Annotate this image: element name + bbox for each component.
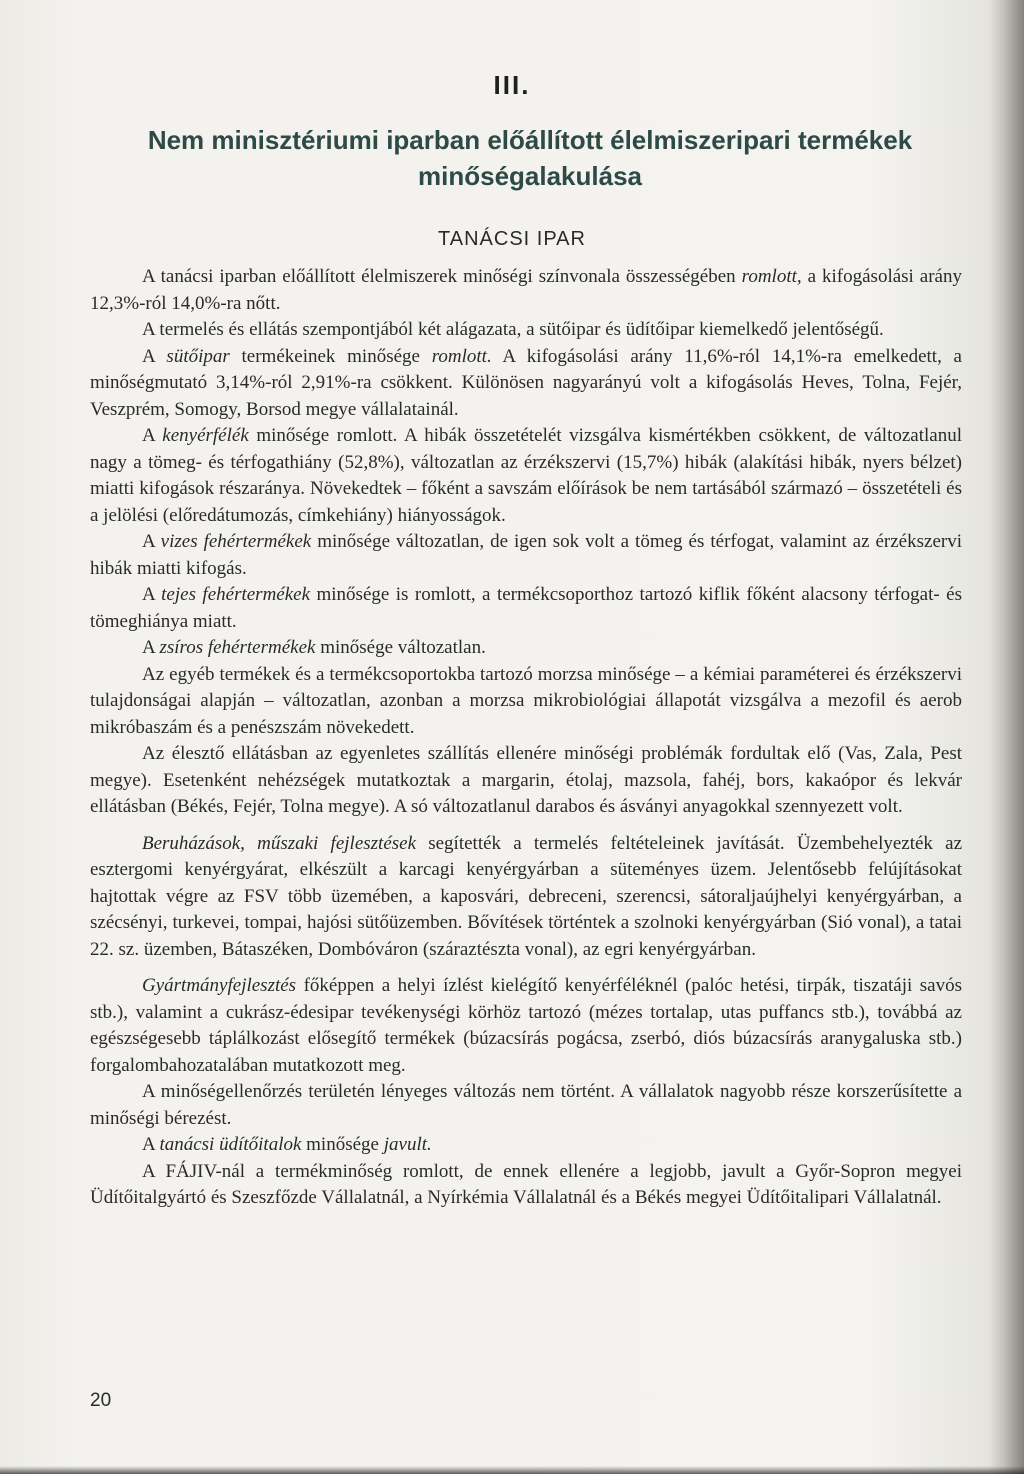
text-run: minősége változatlan, de igen sok volt a tömeg és térfogat, valamint az érzékszervi hibák miatti kifogás. bbox=[90, 531, 962, 579]
text-run: A bbox=[142, 531, 161, 552]
paragraph bbox=[90, 741, 962, 821]
text-run: A kifogásolási arány 11,6%-ról 14,1%-ra emelkedett, a minőségmutató 3,14%-ról 2,91%-ra csökkent. Különösen nagyarányú volt a kifogásolás Heves, Tolna, Fejér, Veszprém, Somogy, Borsod megye vállalatainál. bbox=[90, 345, 962, 420]
text-run: A bbox=[142, 637, 160, 658]
italic-run: romlott. bbox=[431, 345, 492, 367]
italic-run: Beruházások, műszaki fejlesztések bbox=[142, 832, 417, 854]
italic-run: romlott, bbox=[741, 266, 802, 287]
page-number: 20 bbox=[90, 1390, 112, 1411]
text-run: A bbox=[142, 584, 162, 605]
italic-run: Gyártmányfejlesztés bbox=[142, 975, 297, 996]
text-run: A bbox=[142, 1134, 160, 1155]
paragraph bbox=[90, 662, 962, 742]
paragraph bbox=[90, 635, 962, 662]
text-run: A tanácsi iparban előállított élelmiszerek minőségi színvonala összességében bbox=[142, 266, 742, 287]
paragraph bbox=[90, 1132, 962, 1159]
page-bottom-edge bbox=[0, 1466, 1024, 1474]
text-run: A minőségellenőrzés területén lényeges változás nem történt. A vállalatok nagyobb része korszerűsítette a minőségi bérezést. bbox=[90, 1081, 962, 1129]
text-run: Az élesztő ellátásban az egyenletes szállítás ellenére minőségi problémák fordultak elő (Vas, Zala, Pest megye). Esetenként nehézségek mutatkoztak a margarin, étolaj, mazsola, fahéj, bors, kakaópor és lekvár ellátásban (Békés, Fejér, Tolna megye). A só változatlanul darabos és ásványi anyagokkal szennyezett volt. bbox=[90, 743, 962, 817]
paragraph bbox=[90, 423, 962, 529]
section-heading: TANÁCSI IPAR bbox=[438, 228, 586, 250]
paragraph bbox=[90, 344, 962, 424]
paragraph bbox=[90, 973, 962, 1079]
italic-run: javult. bbox=[383, 1134, 432, 1155]
italic-run: tanácsi üdítőitalok bbox=[159, 1134, 302, 1155]
text-run: A bbox=[142, 425, 163, 446]
text-run: Az egyéb termékek és a termékcsoportokba tartozó morzsa minősége – a kémiai paraméterei és érzékszervi tulajdonságai alapján – változatlan, azonban a morzsa mikrobiológiai állapotát vizsgálva a mezofil és aerob mikróbaszám és a penészszám növekedett. bbox=[90, 663, 962, 738]
text-run: főképpen a helyi ízlést kielégítő kenyérféléknél (palóc hetési, tirpák, tiszatáji savós stb.), valamint a cukrász-édesipar tevékenységi körhöz tartozó (mézes tortalap, utas puffancs stb.), továbbá az egészségesebb táplálkozást elősegítő termékek (búzacsírás pogácsa, zserbó, diós búzacsírás aranygaluska stb.) forgalombahozatalában mutatkozott meg. bbox=[90, 975, 962, 1076]
paragraph bbox=[90, 529, 962, 582]
italic-run: sütőipar bbox=[166, 345, 230, 367]
text-run: segítették a termelés feltételeinek javítását. Üzembehelyezték az esztergomi kenyérgyárat, elkészült a karcagi kenyérgyárban a süteményes üzem. Jelentősebb felújításokat hajtottak végre az FSV több üzemében, a kaposvári, debreceni, szerencsi, sátoraljaújhelyi kenyérgyárban, a szécsényi, turkevei, tompai, hajósi sütőüzemben. Bővítések történtek a szolnoki kenyérgyárban (Sió vonal), a tatai 22. sz. üzemben, Bátaszéken, Dombóváron (száraztészta vonal), az egri kenyérgyárban. bbox=[90, 832, 962, 960]
italic-run: zsíros fehértermékek bbox=[159, 637, 316, 658]
page-title: Nem minisztériumi iparban előállított élelmiszeripari termékek minőségalakulása bbox=[147, 125, 913, 191]
body-text bbox=[90, 264, 962, 1212]
italic-run: vizes fehértermékek bbox=[160, 531, 312, 552]
text-run: a kifogásolási arány 12,3%-ról 14,0%-ra nőtt. bbox=[90, 266, 962, 314]
text-run: A FÁJIV-nál a termékminőség romlott, de ennek ellenére a legjobb, javult a Győr-Sopron megyei Üdítőitalgyártó és Szeszfőzde Vállalatnál, a Nyírkémia Vállalatnál és a Békés megyei Üdítőitalipari Vállalatnál. bbox=[90, 1160, 962, 1208]
paragraph bbox=[90, 1079, 962, 1132]
text-run: minősége romlott. A hibák összetételét vizsgálva kismértékben csökkent, de változatlanul nagy a tömeg- és térfogathiány (52,8%), változatlan az érzékszervi (15,7%) hibák (alakítási hibák, nyers bélzet) miatti kifogások részaránya. Növekedtek – főként a savszám előírások be nem tartásából származó – összetételi és a jelölési (előredátumozás, címkehiány) hiányosságok. bbox=[90, 425, 962, 526]
text-run: minősége is romlott, a termékcsoporthoz tartozó kiflik főként alacsony térfogat- és tömeghiánya miatt. bbox=[90, 584, 962, 632]
paragraph bbox=[90, 831, 962, 964]
page-edge-shadow bbox=[990, 0, 1024, 1474]
italic-run: kenyérfélék bbox=[162, 425, 249, 446]
text-run: A bbox=[142, 345, 167, 367]
text-run: minősége változatlan. bbox=[315, 637, 486, 658]
chapter-number: III. bbox=[493, 70, 531, 100]
text-run: termékeinek minősége bbox=[229, 345, 432, 367]
text-run: minősége bbox=[301, 1134, 384, 1155]
italic-run: tejes fehértermékek bbox=[161, 584, 311, 605]
paragraph bbox=[90, 264, 962, 317]
text-run: A termelés és ellátás szempontjából két alágazata, a sütőipar és üdítőipar kiemelkedő jelentőségű. bbox=[142, 319, 884, 340]
paragraph bbox=[90, 1159, 962, 1212]
paragraph bbox=[90, 317, 962, 344]
paragraph bbox=[90, 582, 962, 635]
